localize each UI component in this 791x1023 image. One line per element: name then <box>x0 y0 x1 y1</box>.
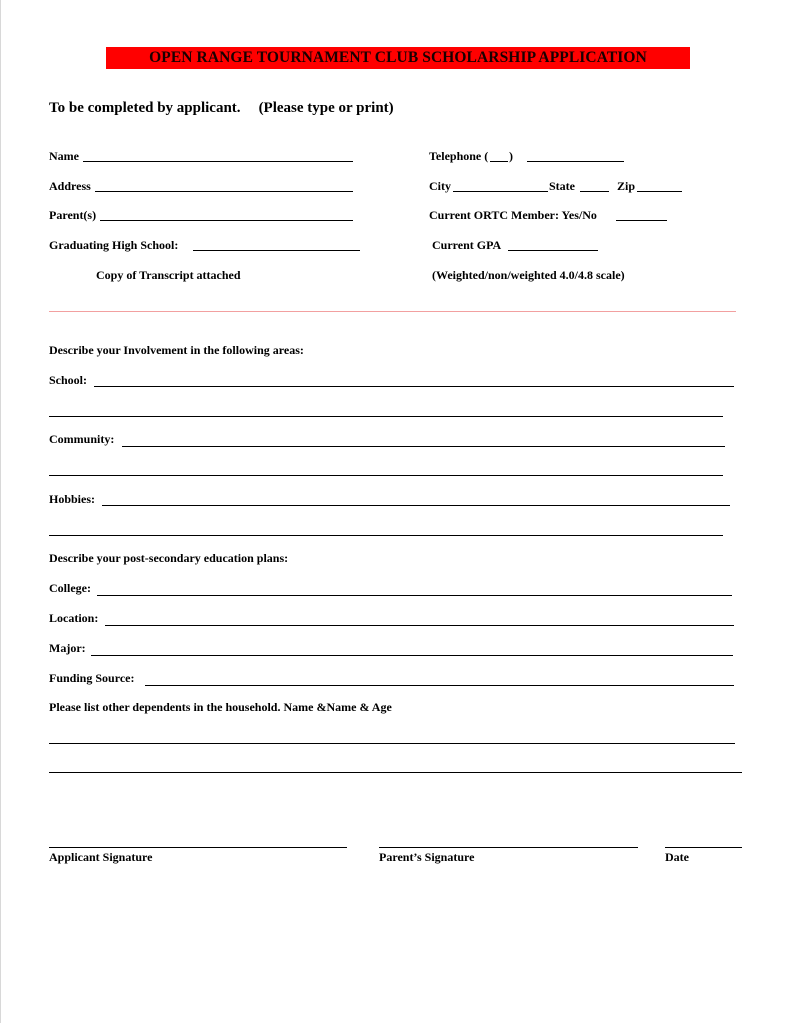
community-field-line-2[interactable] <box>49 475 723 476</box>
city-label: City <box>429 179 451 193</box>
zip-label: Zip <box>617 179 636 193</box>
date-line[interactable] <box>665 847 742 848</box>
transcript-note: Copy of Transcript attached <box>96 268 241 282</box>
education-heading: Describe your post-secondary education plans: <box>49 551 289 565</box>
name-label: Name <box>49 149 79 163</box>
section-divider <box>49 311 736 312</box>
hobbies-label: Hobbies: <box>49 492 96 506</box>
community-field[interactable] <box>122 446 725 447</box>
name-field[interactable] <box>83 161 353 162</box>
applicant-signature-label: Applicant Signature <box>49 850 153 864</box>
school-field[interactable] <box>94 386 734 387</box>
form-title: OPEN RANGE TOURNAMENT CLUB SCHOLARSHIP APPLICATION <box>106 47 690 69</box>
subtitle-note: (Please type or print) <box>258 100 394 116</box>
gpa-scale-note: (Weighted/non/weighted 4.0/4.8 scale) <box>432 268 625 282</box>
funding-field[interactable] <box>145 685 734 686</box>
hobbies-field-line-2[interactable] <box>49 535 723 536</box>
zip-field[interactable] <box>637 191 682 192</box>
dependents-heading: Please list other dependents in the household. Name &Name & Age <box>49 700 392 714</box>
school-field-line-2[interactable] <box>49 416 723 417</box>
parents-field[interactable] <box>100 220 353 221</box>
state-label: State <box>549 179 575 193</box>
address-label: Address <box>49 179 91 193</box>
telephone-close: ) <box>509 149 513 163</box>
school-label: School: <box>49 373 88 387</box>
telephone-label: Telephone ( <box>429 149 489 163</box>
community-label: Community: <box>49 432 115 446</box>
subtitle-main: To be completed by applicant. <box>49 100 241 116</box>
high-school-field[interactable] <box>193 250 360 251</box>
funding-label: Funding Source: <box>49 671 135 685</box>
form-subtitle <box>49 100 394 117</box>
area-code-field[interactable] <box>490 161 508 162</box>
page-edge <box>0 0 1 1023</box>
member-label: Current ORTC Member: Yes/No <box>429 208 597 222</box>
high-school-label: Graduating High School: <box>49 238 179 252</box>
hobbies-field[interactable] <box>102 505 730 506</box>
city-field[interactable] <box>453 191 548 192</box>
parent-signature-label: Parent’s Signature <box>379 850 475 864</box>
dependents-field-line-2[interactable] <box>49 772 742 773</box>
gpa-label: Current GPA <box>432 238 502 252</box>
date-label: Date <box>665 850 689 864</box>
college-field[interactable] <box>97 595 732 596</box>
parents-label: Parent(s) <box>49 208 97 222</box>
state-field[interactable] <box>580 191 609 192</box>
gpa-field[interactable] <box>508 250 598 251</box>
major-field[interactable] <box>91 655 733 656</box>
address-field[interactable] <box>95 191 353 192</box>
parent-signature-line[interactable] <box>379 847 638 848</box>
location-label: Location: <box>49 611 99 625</box>
applicant-signature-line[interactable] <box>49 847 347 848</box>
involvement-heading: Describe your Involvement in the following areas: <box>49 343 304 357</box>
location-field[interactable] <box>105 625 734 626</box>
college-label: College: <box>49 581 91 595</box>
member-field[interactable] <box>616 220 667 221</box>
telephone-field[interactable] <box>527 161 624 162</box>
dependents-field-line-1[interactable] <box>49 743 735 744</box>
major-label: Major: <box>49 641 86 655</box>
